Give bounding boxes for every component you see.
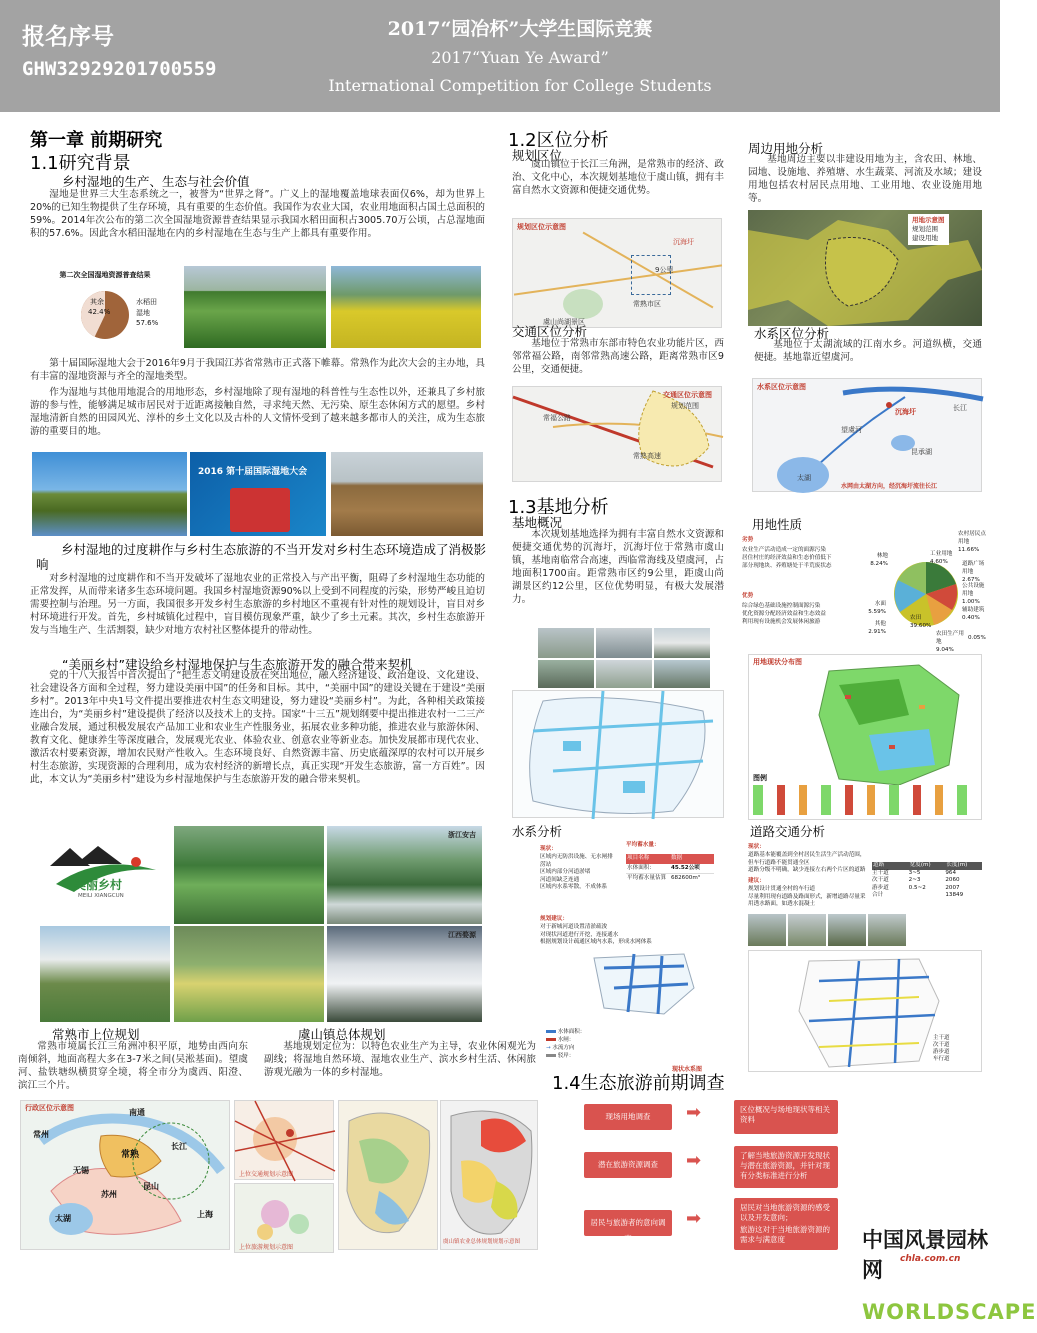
- map-city-kunshan: 昆山: [143, 1182, 159, 1191]
- water-map-note: 水网由太湖方向，经沉海圩流往长江: [841, 483, 938, 490]
- water-th-value: 数据: [671, 855, 683, 861]
- road-suggest-list: [748, 886, 866, 909]
- pie-label-forest: 林地 8.24%: [870, 553, 888, 567]
- traffic-map-label-expressway: 常熟高速: [633, 452, 661, 460]
- map-city-changzhou: 常州: [33, 1130, 49, 1139]
- road-photo-4: [868, 914, 906, 946]
- water-system-map: [584, 948, 704, 1018]
- road-current-item-2: 道路分级不明确，缺少连接左右两个片区的道路: [748, 867, 866, 873]
- upper-traffic-map: [234, 1100, 334, 1180]
- water-map-label-yangtze: 长江: [953, 404, 967, 412]
- tag-zhejiang-anji: 浙江安吉: [448, 831, 476, 839]
- pie-title: 第二次全国湿地资源普查结果: [59, 271, 151, 279]
- road-cell: 主干道: [872, 869, 889, 876]
- survey-step-land: 现场用地调查: [584, 1104, 672, 1130]
- landuse-legend-build: 建设用地: [912, 234, 938, 242]
- water-cell: 平均蓄水量估算: [627, 875, 667, 881]
- site-overview-map: [512, 690, 724, 818]
- section-1-2-title: 1.2区位分析: [508, 130, 609, 151]
- water-location-map: [752, 378, 982, 492]
- flow-arrow-2-icon: ➡: [686, 1150, 702, 1171]
- road-cell: 游步道: [872, 884, 889, 891]
- anji-photo: [327, 826, 482, 924]
- admin-map-shapes: [21, 1101, 231, 1251]
- survey-step-intent: 居民与旅游者的意向调查: [584, 1210, 672, 1236]
- site-photo-6: [654, 660, 710, 688]
- site-photo-4: [538, 660, 594, 688]
- water-current-map-title: 现状水系图: [672, 1066, 703, 1073]
- planning-location-title: 规划区位: [512, 148, 563, 163]
- road-photo-1: [748, 914, 786, 946]
- yushan-map-shapes: [339, 1101, 439, 1251]
- road-cell: 0.5~2: [908, 884, 926, 891]
- traffic-map-title: 上位交通规划示意图: [239, 1171, 294, 1178]
- rice-field-photo: [184, 266, 326, 348]
- road-network-map: [748, 950, 982, 1072]
- pie-label-aux: 辅助建筑 0.40%: [962, 607, 985, 621]
- site-photo-2: [596, 628, 652, 658]
- paragraph-2: 第十届国际湿地大会于2016年9月于我国江苏省常熟市正式落下帷幕。常熟作为此次大会的主办地，具有丰富的湿地资源与齐全的湿地类型。: [30, 358, 485, 382]
- strength-item-1: 综合绿色基础设施控制面源污染: [742, 603, 821, 609]
- pie-label-small: 0.05%: [968, 635, 986, 641]
- landuse-map-title: 用地示意图: [912, 216, 945, 224]
- landuse-current-map: [748, 654, 982, 820]
- road-current-item-1: 道路基本能覆盖到全村居民生活生产活动范围，但车行道路不能贯通全区: [748, 852, 866, 866]
- water-table-header: [626, 854, 714, 864]
- planning-map-label-scenic: 虞山尚湖景区: [543, 318, 585, 326]
- pie-label-production: 农田生产用地 9.04%: [936, 631, 964, 653]
- road-table-row: [872, 870, 982, 878]
- logo-text-en: MEILI XIANGCUN: [78, 893, 124, 899]
- water-cell: 682600m³: [671, 875, 701, 881]
- topic-title-yushan-plan: 虞山镇总体规划: [298, 1027, 386, 1042]
- road-table-row: [872, 877, 982, 885]
- weakness-item-1: 农业生产活动造成一定的面源污染: [742, 547, 826, 553]
- weakness-item-3: 部分现地块、养殖塘处于半荒废状态: [742, 563, 832, 569]
- traffic-location-text: 基地位于常熟市东部市特色农业功能片区，西邻常福公路，南邻常熟高速公路，距离常熟市区9公里，交通便捷。: [512, 338, 724, 375]
- yushan-landuse-map: [338, 1100, 438, 1250]
- water-map-label-kuncheng: 昆承湖: [911, 448, 932, 456]
- flow-arrow-1-icon: ➡: [686, 1102, 702, 1123]
- admin-location-map: [20, 1100, 230, 1250]
- terrace-photo: [174, 826, 324, 924]
- road-th: 长度(m): [946, 862, 968, 868]
- strength-item-3: 利用现有设施机会发展休闲旅游: [742, 619, 821, 625]
- map-city-taihu: 太湖: [55, 1214, 71, 1223]
- water-map-drawing: [753, 379, 983, 493]
- road-legend-car: 车行道: [933, 1056, 950, 1062]
- wetland-congress-photo: [190, 452, 326, 536]
- road-legend: [933, 1035, 950, 1063]
- water-current-item-3: 河道间缺乏连通: [540, 876, 580, 883]
- traffic-map-title-2: 交通区位示意图: [663, 391, 712, 399]
- road-cell: 3~5: [908, 869, 921, 876]
- pie-label-village: 农村居民点用地 11.66%: [958, 531, 986, 553]
- watermark-chla-cn: 中国风景园林网: [862, 1227, 988, 1282]
- site-overview-text: 本次规划基地选择为拥有丰富自然水文资源和便捷交通优势的沉海圩，沉海圩位于常熟市虞山镇，基地南临常合高速，西临常海线及望虞河，占地面积1700亩。距常熟市区约9公里，距虞山尚湖景区约12公里，区位优势明显，有极大发展潜力。: [512, 529, 724, 605]
- road-cell: 合计: [872, 892, 884, 898]
- section-1-3-title: 1.3基地分析: [508, 497, 609, 518]
- road-th: 道路: [873, 862, 885, 868]
- water-cell: 水体面积：: [627, 864, 655, 871]
- topic-title-3: “美丽乡村”建设给乡村湿地保护与生态旅游开发的融合带来契机: [62, 657, 413, 672]
- paragraph-4: 对乡村湿地的过度耕作和不当开发破坏了湿地农业的正常投入与产出平衡，阻碍了乡村湿地生态功能的正常发挥，从而带来诸多生态环境问题。我国乡村湿地资源90%以上受到不同程度的污染，形势严峻且迫切需要控制与治理。另一方面，我国很多开发乡村生态旅游的乡村地区不重视有针对性的规划设计，盲目对乡村环境进行开发。首先，乡村城镇化过程中，盲目模仿现象严重，缺少了乡土元素。其次，乡村生态旅游开发与当地生产、生活割裂，缺少对地方农村社区整体提升的带动性。: [30, 573, 485, 636]
- road-table: [872, 862, 982, 900]
- road-legend-main: 主干道: [933, 1035, 950, 1041]
- survey-result-resource: 了解当地旅游资源开发现状与潜在旅游资源，并针对现有分类标准进行分析: [734, 1146, 838, 1188]
- admin-map-title: 行政区位示意图: [25, 1104, 74, 1112]
- paragraph-1: 湿地是世界三大生态系统之一，被誉为“世界之肾”。广义上的湿地覆盖地球表面仅6%，却为世界上20%的已知生物提供了生存环境，具有重要的生态价值。我国作为农业大国，农业用地面积占国土总面积的59%。2014年次公布的第二次全国湿地资源普查结果显示我国水稻田面积占3005.70万公顷，占总湿地面积的57.6%。因此含水稻田湿地在内的乡村湿地在生态与生产上都具有重要作用。: [30, 189, 485, 239]
- survey-result-land: 区位概况与场地现状等相关资料: [734, 1100, 838, 1134]
- water-analysis-title: 水系分析: [512, 824, 563, 839]
- map-city-wuxi: 无锡: [73, 1166, 89, 1175]
- water-current-item-4: 区域内水系零散，不成体系: [540, 884, 608, 890]
- road-analysis-title: 道路交通分析: [750, 824, 826, 839]
- road-suggest-head: 建议：: [748, 878, 765, 884]
- road-suggest-item-1: 规划设计贯通全村的车行道: [748, 886, 816, 892]
- landuse-strength-head: 优势: [742, 593, 754, 599]
- water-legend-area: 水体面积：: [546, 1028, 626, 1036]
- weakness-item-2: 居住村庄的经济效益和生态价值低下: [742, 555, 832, 561]
- topic-title-2: 乡村湿地的过度耕作与乡村生态旅游的不当开发对乡村生态环境造成了消极影响: [36, 542, 487, 572]
- water-map-title: 水系区位示意图: [757, 383, 806, 391]
- road-current-list: [748, 852, 866, 875]
- registration-label: 报名序号: [22, 24, 114, 50]
- water-legend-flow: → 水流方向: [546, 1045, 575, 1051]
- landuse-map-legend: [908, 214, 949, 245]
- traffic-location-map: [512, 386, 722, 482]
- farmland-photo: [174, 926, 324, 1022]
- section-1-4-title: 1.4生态旅游前期调查: [552, 1073, 725, 1094]
- planning-location-map: [512, 218, 722, 328]
- road-cell: [909, 892, 946, 900]
- pie-label-water: 水面 5.59%: [868, 601, 886, 615]
- map-city-nantong: 南通: [129, 1108, 145, 1117]
- yushan-agri-map: [440, 1100, 538, 1250]
- competition-title-cn: 2017“园冶杯”大学生国际竞赛: [387, 18, 653, 40]
- road-analysis-panel: [748, 840, 984, 912]
- congress-banner-text: 2016 第十届国际湿地大会: [198, 467, 308, 477]
- survey-result-intent-2: 旅游这对于当地旅游资源的需求与满意度: [740, 1225, 830, 1244]
- water-table: [626, 854, 714, 884]
- traffic-location-title: 交通区位分析: [512, 324, 588, 339]
- agri-map-shapes: [441, 1101, 539, 1251]
- pie-value-rice: 57.6%: [136, 319, 159, 327]
- chapter-title: 第一章 前期研究: [30, 130, 163, 151]
- paragraph-3: 作为湿地与其他用地混合的用地形态，乡村湿地除了现有湿地的科普性与生态性以外，还兼具了乡村旅游的参与性，能够满足城市居民对于近距离接触自然，寻求纯天然、无污染、原生态休闲方式的愿望。乡村湿地清新自然的田园风光、淳朴的乡土文化以及古朴的人文情怀受到了越来越多都市人的关注，成为生态旅游的重要目的地。: [30, 387, 485, 437]
- water-suggest-head: 规划建议：: [540, 916, 568, 922]
- site-map-drawing: [513, 691, 725, 819]
- water-legend-bank: 驳岸：: [546, 1052, 626, 1060]
- water-map-label-wangyu: 望虞河: [841, 426, 862, 434]
- road-table-row: [872, 885, 982, 893]
- water-suggest-item-2: 对现状河道进行开挖，连接通水: [540, 931, 619, 938]
- landuse-current-legend-title: 图例: [753, 774, 767, 782]
- landuse-property-title: 用地性质: [752, 517, 803, 532]
- salt-marsh-photo: [331, 452, 483, 536]
- flow-arrow-3-icon: ➡: [686, 1208, 702, 1229]
- competition-title-en2: International Competition for College Students: [328, 76, 712, 95]
- site-photo-3: [654, 628, 710, 658]
- water-location-text: 基地位于太湖流域的江南水乡。河道纵横，交通便捷。基地靠近望虞河。: [754, 339, 982, 363]
- planning-location-text: 虞山镇位于长江三角洲，是常熟市的经济、政治、文化中心，本次规划基地位于虞山镇，拥有丰富自然水文资源和便捷交通优势。: [512, 159, 724, 196]
- water-current-item-2: 区域内部分河道淤堵: [540, 869, 591, 875]
- site-photo-1: [538, 628, 594, 658]
- competition-title-en1: 2017“Yuan Ye Award”: [431, 48, 609, 67]
- water-map-label-taihu: 太湖: [797, 474, 811, 482]
- water-table-title: 平均蓄水量：: [626, 842, 660, 848]
- pie-label-other: 其他 2.91%: [868, 621, 886, 635]
- landuse-weakness-head: 劣势: [742, 537, 754, 543]
- planning-map-label-city: 常熟市区: [633, 300, 661, 308]
- survey-step-resource: 潜在旅游资源调查: [584, 1152, 672, 1178]
- road-cell: 2060: [945, 877, 960, 883]
- pie-label-rice: 水稻田: [136, 298, 157, 306]
- road-photo-2: [788, 914, 826, 946]
- water-current-head: 现状：: [540, 846, 557, 852]
- road-th: 宽度(m): [909, 862, 931, 868]
- water-legend: [546, 1028, 626, 1074]
- landuse-strength-list: [742, 602, 854, 626]
- water-legend-gate: 水闸：: [546, 1036, 626, 1044]
- agri-map-title: 虞山镇农业总体规划规划示意图: [443, 1239, 521, 1245]
- watermark-worldscape: WORLDSCAPE: [862, 1300, 1037, 1324]
- site-overview-title: 基地概况: [512, 515, 563, 530]
- road-cell: 2~3: [908, 877, 921, 883]
- water-current-list: [540, 854, 614, 892]
- pie-value-other: 42.4%: [88, 308, 111, 316]
- surrounding-landuse-map: [748, 210, 982, 326]
- map-city-shanghai: 上海: [197, 1210, 213, 1219]
- village-house-photo: [40, 926, 170, 1022]
- planning-map-title: 规划区位示意图: [517, 223, 566, 231]
- landuse-legend-swatches: [753, 785, 979, 815]
- landuse-property-panel: [740, 530, 986, 653]
- tourism-map-title: 上位旅游规划示意图: [239, 1244, 294, 1251]
- wetland-pie-figure: [30, 264, 180, 348]
- survey-result-intent: [734, 1198, 838, 1250]
- lake-photo: [32, 452, 187, 536]
- map-city-suzhou: 苏州: [101, 1190, 117, 1199]
- paragraph-5: 党的十八大报告中首次提出了“把生态文明建设放在突出地位，融入经济建设、政治建设、文化建设、社会建设各方面和全过程，努力建设美丽中国”的任务和目标。其中，“美丽中国”的建设关键在于建设“美丽乡村”。2013年中央1号文件提出要推进农村生态文明建设，努力建设“美丽乡村”。为此，各种相关政策接连出台，为“美丽乡村”建设提供了经济以及技术上的支持。国家“十三五”规划纲要中提出推进农村一二三产业融合发展，通过积极发展农产品加工业和农业生产性服务业，拓展农业多种功能，推进农业与旅游休闲、教育文化、健康养生等深度融合，发展观光农业、体验农业、创意农业等新业态。加快发展都市现代农业、激活农村要素资源，增加农民财产性收入。生态环境良好、自然资源丰富、历史底蕴深厚的农村可以开展乡村生态旅游，实现资源的合理利用，成为农村经济的新增长点，真正实现“开发生态旅游，富一方百姓”。因此，本文认为“美丽乡村”建设为乡村湿地保护与生态旅游开发的融合带来契机。: [30, 670, 485, 785]
- surrounding-landuse-title: 周边用地分析: [748, 141, 824, 156]
- water-table-row: [626, 874, 714, 884]
- road-cell: 13849: [945, 892, 964, 898]
- water-location-title: 水系区位分析: [754, 326, 830, 341]
- road-current-head: 现状：: [748, 844, 765, 850]
- road-cell: 次干道: [872, 877, 889, 883]
- beautiful-village-logo: [40, 840, 170, 912]
- water-analysis-panel: [540, 840, 716, 1020]
- road-cell: 2007: [945, 884, 960, 891]
- traffic-map-label-range: 规划范围: [671, 402, 699, 410]
- watermark-chla-url: chla.com.cn: [900, 1254, 961, 1264]
- survey-result-intent-1: 居民对当地旅游资源的感受以及开发意向；: [740, 1203, 830, 1222]
- strength-item-2: 优化资源分配经济效益和生态效益: [742, 611, 826, 617]
- pie-label-industry: 工业用地 4.60%: [930, 551, 953, 565]
- traffic-map-label-changfu: 常福公路: [543, 414, 571, 422]
- logo-text-cn: 美丽乡村: [74, 878, 123, 892]
- water-cell: 45.52公顷: [671, 864, 700, 871]
- pie-label-wetland: 湿地: [136, 309, 150, 317]
- landuse-weakness-list: [742, 546, 854, 570]
- water-th-name: 项目名称: [627, 855, 650, 861]
- water-map-label-chenhaiwei: 沉海圩: [895, 408, 916, 416]
- registration-number: GHW32929201700559: [22, 58, 217, 80]
- header-banner: [0, 0, 1000, 112]
- road-legend-path: 游步道: [933, 1049, 950, 1055]
- road-photo-3: [828, 914, 866, 946]
- pie-label-road: 道路广场用地 2.67%: [962, 561, 985, 583]
- water-suggest-item-3: 根据规划设计疏通区域内水系，形成水网体系: [540, 939, 652, 945]
- section-1-1-title: 1.1研究背景: [30, 153, 131, 174]
- water-suggest-list: [540, 924, 660, 947]
- tag-jiangxi-wuyuan: 江西婺源: [448, 931, 476, 939]
- planning-map-label-chenhaiwei: 沉海圩: [673, 238, 694, 246]
- pie-label-other: 其余: [90, 298, 104, 306]
- landuse-current-title: 用地现状分布图: [753, 658, 802, 666]
- site-photo-5: [596, 660, 652, 688]
- water-current-item-1: 区域内无防洪设施、无水闸排涝站: [540, 854, 613, 868]
- topic-title-changshu-plan: 常熟市上位规划: [52, 1027, 140, 1042]
- paragraph-yushan-plan: 基地规划定位为：以特色农业生产为主导，农业休闲观光为副线；将湿地自然环境、湿地农业生产、滨水乡村生活、休闲旅游观光融为一体的乡村湿地。: [264, 1041, 536, 1078]
- rapeseed-field-photo: [331, 266, 481, 348]
- road-table-row: [872, 892, 982, 900]
- pie-label-farmland: 农田 39.60%: [910, 615, 932, 629]
- topic-title-1: 乡村湿地的生产、生态与社会价值: [62, 174, 250, 189]
- surrounding-landuse-text: 基地周边主要以非建设用地为主，含农田、林地、园地、设施地、养殖塘、水生蔬菜、河流及水域；建设用地包括农村居民点用地、工业用地、农业设施用地等。: [748, 154, 982, 204]
- map-city-changjiang: 长江: [171, 1142, 187, 1151]
- pie-label-public: 公共设施用地 1.00%: [962, 583, 985, 605]
- paragraph-changshu-plan: 常熟市境属长江三角洲冲积平原，地势由西向东南倾斜，地面高程大多在3-7米之间(吴淞基面)。望虞河、盐铁塘纵横贯穿全境，将全市分为虞西、阳澄、滨江三个片。: [18, 1041, 248, 1091]
- road-table-header: [872, 862, 982, 870]
- road-suggest-item-2: 尽量利用现有道路及路面形式，新增道路尽量采用透水路面，如透水混凝土: [748, 893, 866, 907]
- road-legend-secondary: 次干道: [933, 1042, 950, 1048]
- podium-shape: [230, 488, 290, 532]
- upper-tourism-map: [234, 1183, 334, 1253]
- wuyuan-photo: [327, 926, 482, 1022]
- water-table-row: [626, 864, 714, 875]
- planning-map-label-distance: 9公里: [655, 266, 674, 274]
- map-city-changshu: 常熟: [121, 1150, 140, 1160]
- landuse-legend-range: 规划范围: [912, 225, 938, 233]
- water-suggest-item-1: 对于新城河道设置清淤疏浚: [540, 924, 608, 930]
- road-cell: 964: [945, 869, 957, 876]
